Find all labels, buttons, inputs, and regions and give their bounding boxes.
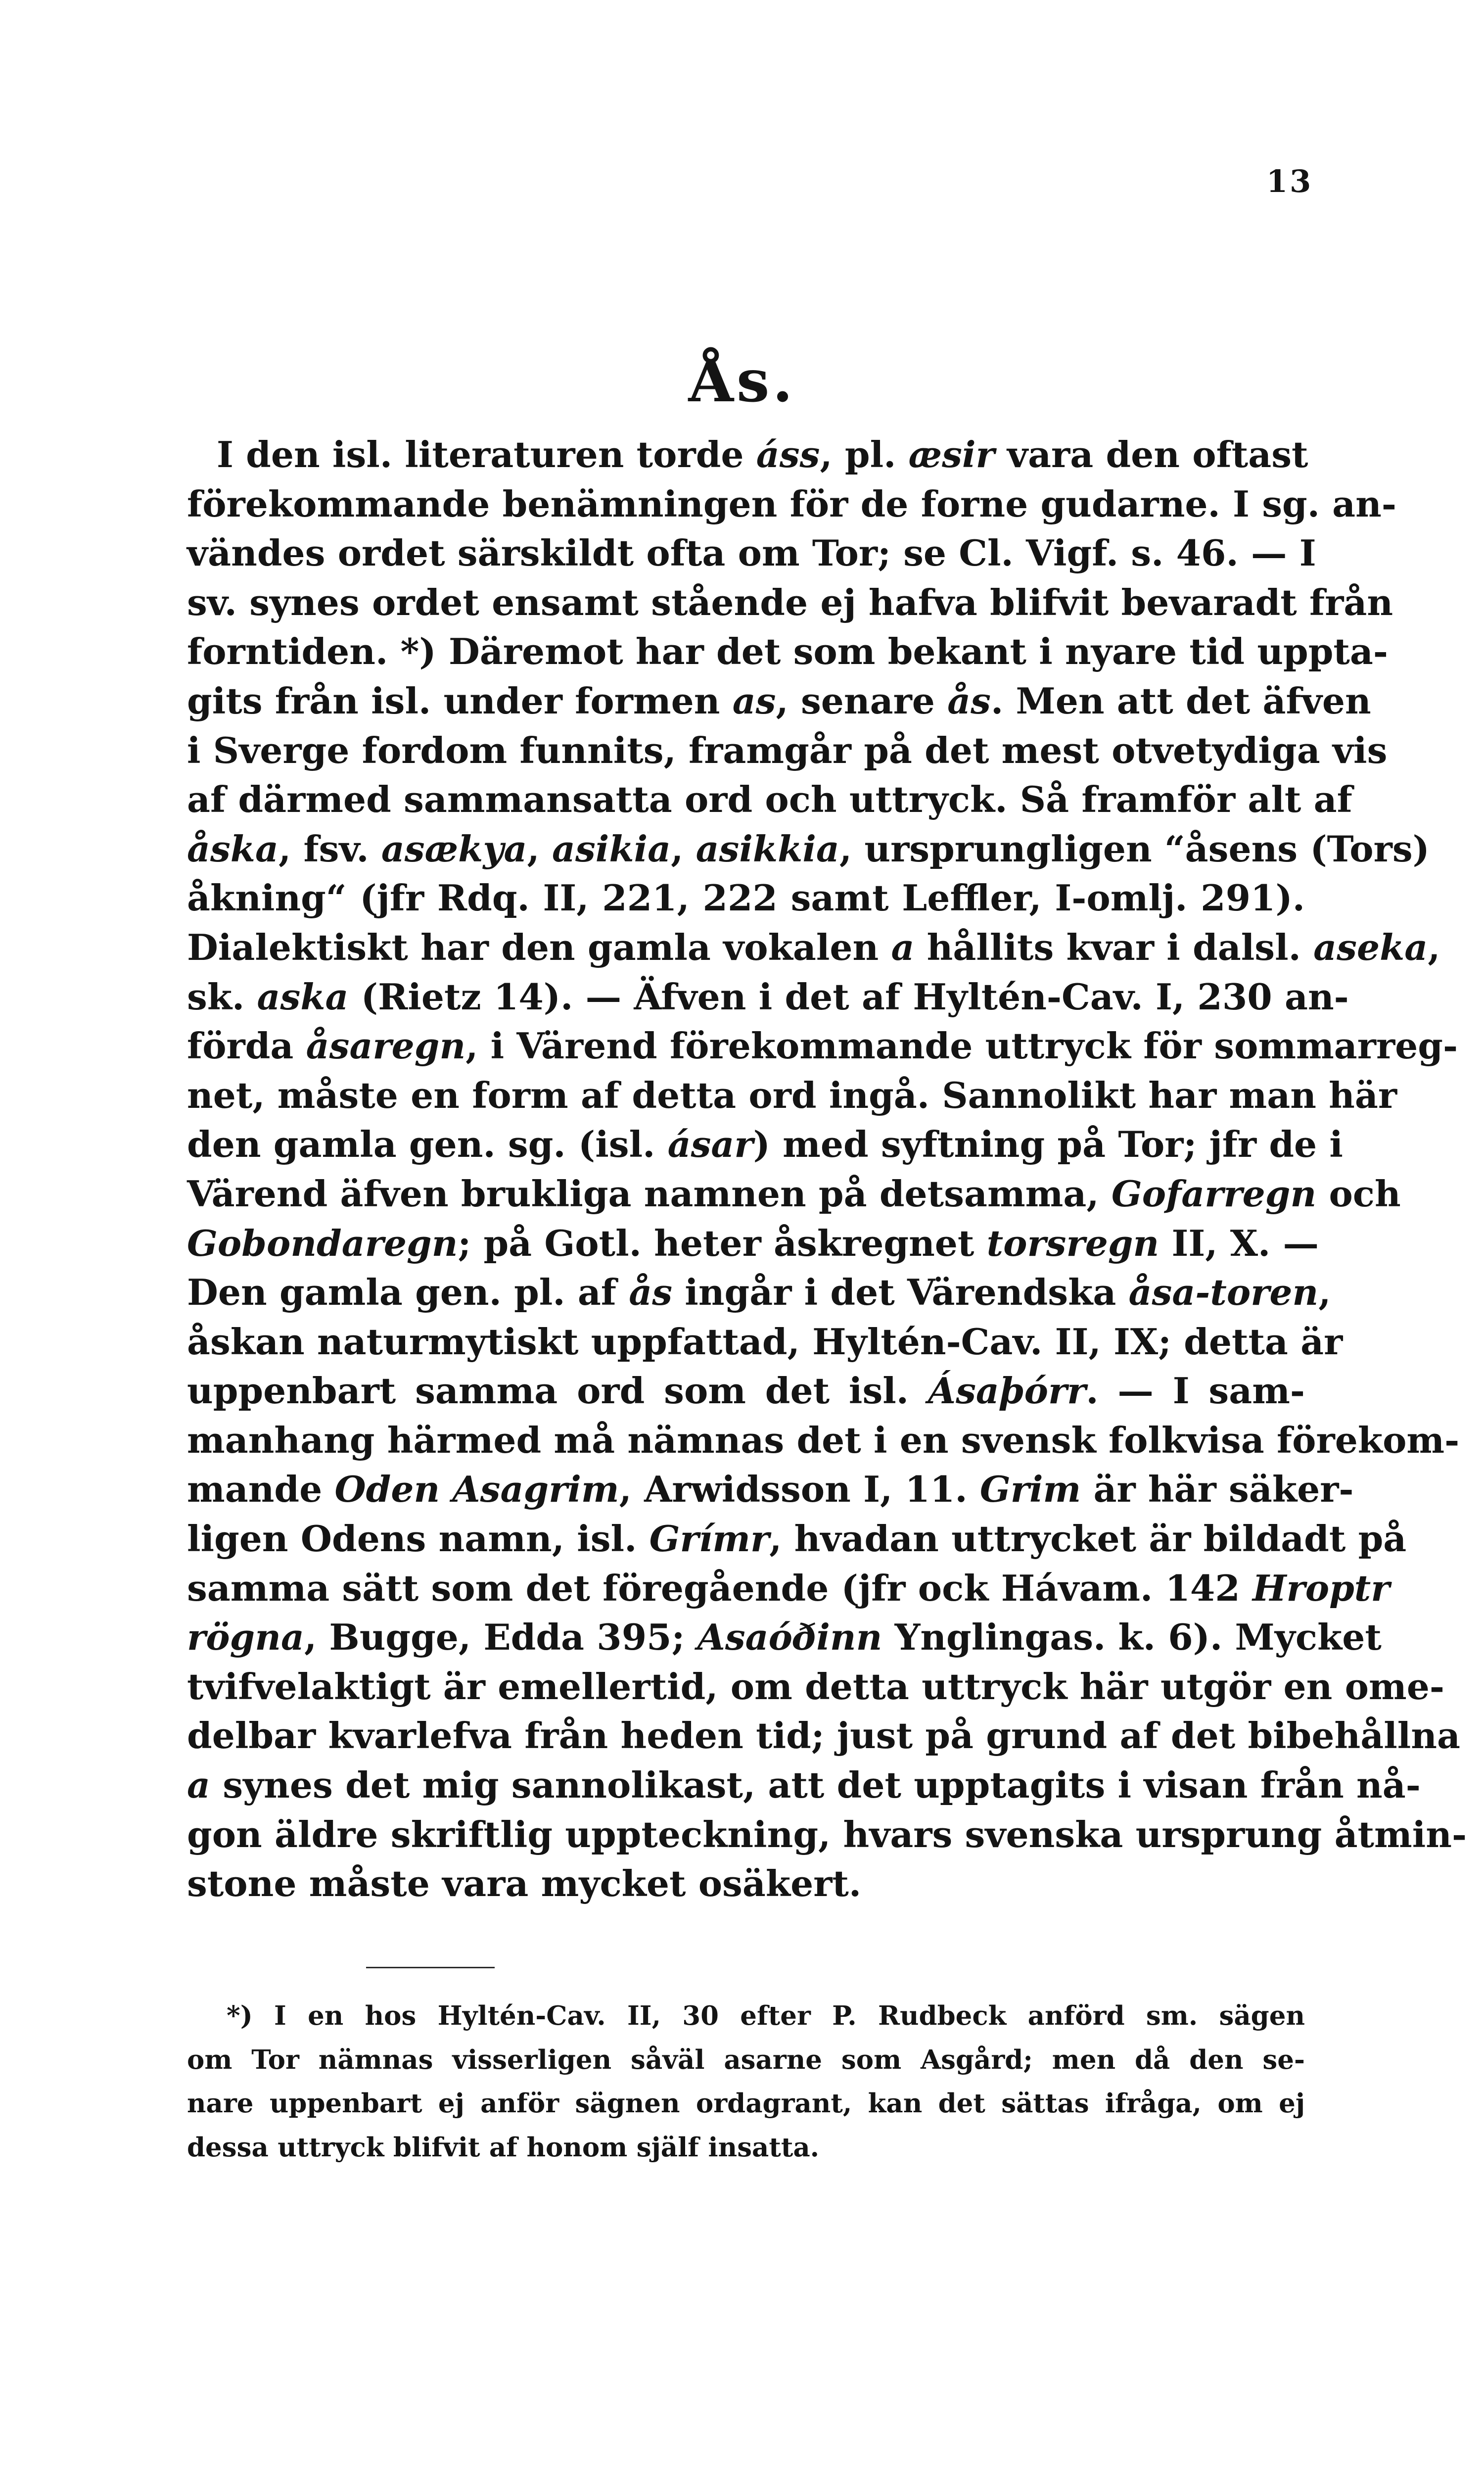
text-run: , senare xyxy=(776,680,948,722)
text-run: sk. xyxy=(187,976,257,1018)
text-run: , i Värend förekommande uttryck för sommarreg- xyxy=(465,1025,1458,1068)
body-line xyxy=(187,480,1396,529)
italic-term: åsaregn xyxy=(306,1025,466,1068)
body-line xyxy=(187,1761,1421,1810)
text-run: förekommande benämningen för de forne gudarne. I sg. an- xyxy=(187,483,1396,525)
italic-term: åsa-toren xyxy=(1128,1272,1319,1314)
text-run: delbar kvarlefva från heden tid; just på grund af det bibehållna xyxy=(187,1715,1460,1758)
text-run: dessa uttryck blifvit af honom själf insatta. xyxy=(187,2132,820,2163)
italic-term: rögna xyxy=(187,1616,304,1659)
text-run: samma sätt som det föregående (jfr ock Hávam. 142 xyxy=(187,1567,1253,1610)
italic-term: Hroptr xyxy=(1252,1567,1390,1610)
italic-term: Grim xyxy=(979,1469,1081,1511)
footnote-rule xyxy=(366,1967,495,1968)
text-run: , Arwidsson I, 11. xyxy=(619,1469,980,1511)
body-line xyxy=(187,1663,1444,1712)
text-run: ingår i det Värendska xyxy=(672,1272,1129,1314)
italic-term: æsir xyxy=(908,434,995,476)
italic-term: Gofarregn xyxy=(1111,1173,1317,1215)
body-line xyxy=(187,1711,1460,1761)
text-run: den gamla gen. sg. (isl. xyxy=(187,1124,668,1166)
text-run: nare uppenbart ej anför sägnen ordagrant, kan det sättas ifråga, om ej xyxy=(187,2088,1305,2119)
text-run: , xyxy=(527,828,552,870)
text-run: hållits kvar i dalsl. xyxy=(914,926,1314,969)
text-run: , xyxy=(1428,926,1440,969)
text-run: Ynglingas. k. 6). Mycket xyxy=(882,1616,1382,1659)
footnote-line xyxy=(187,2082,1305,2126)
italic-term: Grímr xyxy=(649,1518,770,1561)
italic-term: as xyxy=(732,680,776,722)
body-line xyxy=(187,430,1308,480)
text-run: stone måste vara mycket osäkert. xyxy=(187,1863,862,1905)
text-run: . — I sam- xyxy=(1086,1370,1305,1413)
text-run: gon äldre skriftlig uppteckning, hvars svenska ursprung åtmin- xyxy=(187,1813,1467,1856)
text-run: , Bugge, Edda 395; xyxy=(304,1616,697,1659)
text-run: , hvadan uttrycket är bildadt på xyxy=(769,1518,1407,1561)
text-run: manhang härmed må nämnas det i en svensk folkvisa förekom- xyxy=(187,1419,1460,1462)
text-run: vara den oftast xyxy=(994,434,1308,476)
body-line xyxy=(187,874,1305,923)
footnotes xyxy=(187,1994,1305,2169)
footnote-line xyxy=(187,1994,1305,2038)
italic-term: ås xyxy=(629,1272,673,1314)
text-run: tvifvelaktigt är emellertid, om detta uttryck här utgör en ome- xyxy=(187,1665,1444,1708)
text-run: uppenbart samma ord som det isl. xyxy=(187,1370,928,1413)
italic-term: asækya xyxy=(381,828,527,870)
text-run: synes det mig sannolikast, att det upptagits i visan från nå- xyxy=(210,1764,1421,1807)
text-run: , fsv. xyxy=(278,828,381,870)
body-line xyxy=(187,1318,1343,1367)
text-run: II, X. — xyxy=(1159,1222,1319,1265)
body-line xyxy=(187,973,1349,1022)
text-run: är här säker- xyxy=(1081,1469,1354,1511)
body-line xyxy=(187,775,1352,825)
italic-term: ásar xyxy=(667,1124,753,1166)
italic-term: åska xyxy=(187,828,279,870)
page-heading: Ås. xyxy=(688,346,796,415)
text-run: af därmed sammansatta ord och uttryck. Så framför alt af xyxy=(187,779,1352,821)
body-line xyxy=(187,1367,1305,1416)
italic-term: Oden Asagrim xyxy=(334,1469,619,1511)
body-line xyxy=(187,627,1388,677)
text-run: net, måste en form af detta ord ingå. Sannolikt har man här xyxy=(187,1074,1397,1117)
italic-term: Asaóðinn xyxy=(697,1616,882,1659)
body-line xyxy=(187,1465,1354,1515)
text-run: Dialektiskt har den gamla vokalen xyxy=(187,926,891,969)
text-run: om Tor nämnas visserligen såväl asarne som Asgård; men då den se- xyxy=(187,2044,1305,2075)
body-line xyxy=(187,1859,1305,1909)
body-line xyxy=(187,578,1393,628)
text-run: vändes ordet särskildt ofta om Tor; se Cl. Vigf. s. 46. — I xyxy=(187,532,1316,575)
italic-term: torsregn xyxy=(986,1222,1159,1265)
body-text xyxy=(187,430,1467,1909)
text-run: ) med syftning på Tor; jfr de i xyxy=(753,1124,1343,1166)
text-run: . Men att det äfven xyxy=(990,680,1371,722)
italic-term: aseka xyxy=(1313,926,1428,969)
footnote-line xyxy=(187,2126,1305,2170)
body-line xyxy=(187,1071,1397,1121)
body-line xyxy=(187,1120,1343,1170)
body-line xyxy=(187,1170,1401,1219)
footnote-line xyxy=(187,2038,1305,2082)
text-run: , xyxy=(671,828,696,870)
body-line xyxy=(187,1022,1458,1071)
body-line xyxy=(187,677,1371,726)
italic-term: a xyxy=(891,926,915,969)
text-run: Den gamla gen. pl. af xyxy=(187,1272,629,1314)
body-line xyxy=(187,1268,1331,1318)
text-run: i Sverge fordom funnits, framgår på det mest otvetydiga vis xyxy=(187,729,1388,772)
text-run: mande xyxy=(187,1469,335,1511)
text-run: , xyxy=(1318,1272,1331,1314)
text-run: , pl. xyxy=(820,434,909,476)
text-run: förda xyxy=(187,1025,306,1068)
body-line xyxy=(187,1515,1407,1564)
body-line xyxy=(187,1613,1382,1663)
body-line xyxy=(187,825,1430,874)
text-run: forntiden. *) Däremot har det som bekant i nyare tid uppta- xyxy=(187,631,1388,673)
italic-term: áss xyxy=(756,434,820,476)
page-number: 13 xyxy=(1266,163,1313,199)
text-run: , ursprungligen “åsens (Tors) xyxy=(839,828,1430,870)
italic-term: a xyxy=(187,1764,210,1807)
italic-term: aska xyxy=(257,976,349,1018)
body-line xyxy=(187,1219,1319,1269)
text-run: (Rietz 14). — Äfven i det af Hyltén-Cav. I, 230 an- xyxy=(348,976,1349,1018)
body-line xyxy=(187,529,1316,578)
text-run: och xyxy=(1316,1173,1401,1215)
text-run: gits från isl. under formen xyxy=(187,680,733,722)
text-run: åkning“ (jfr Rdq. II, 221, 222 samt Leffler, I-omlj. 291). xyxy=(187,877,1305,920)
text-run: I den isl. literaturen torde xyxy=(217,434,756,476)
italic-term: ås xyxy=(947,680,991,722)
body-line xyxy=(187,1810,1467,1860)
text-run: Värend äfven brukliga namnen på detsamma, xyxy=(187,1173,1112,1215)
text-run: *) I en hos Hyltén-Cav. II, 30 efter P. Rudbeck anförd sm. sägen xyxy=(227,2000,1305,2031)
body-line xyxy=(187,1564,1390,1614)
text-run: åskan naturmytiskt uppfattad, Hyltén-Cav. II, IX; detta är xyxy=(187,1321,1343,1363)
italic-term: asikkia xyxy=(696,828,839,870)
italic-term: Ásaþórr xyxy=(928,1370,1086,1413)
body-line xyxy=(187,726,1388,776)
italic-term: asikia xyxy=(552,828,671,870)
text-run: ; på Gotl. heter åskregnet xyxy=(458,1222,987,1265)
body-line xyxy=(187,1416,1460,1466)
italic-term: Gobondaregn xyxy=(187,1222,458,1265)
body-line xyxy=(187,923,1440,973)
text-run: ligen Odens namn, isl. xyxy=(187,1518,649,1561)
text-run: sv. synes ordet ensamt stående ej hafva blifvit bevaradt från xyxy=(187,581,1393,624)
